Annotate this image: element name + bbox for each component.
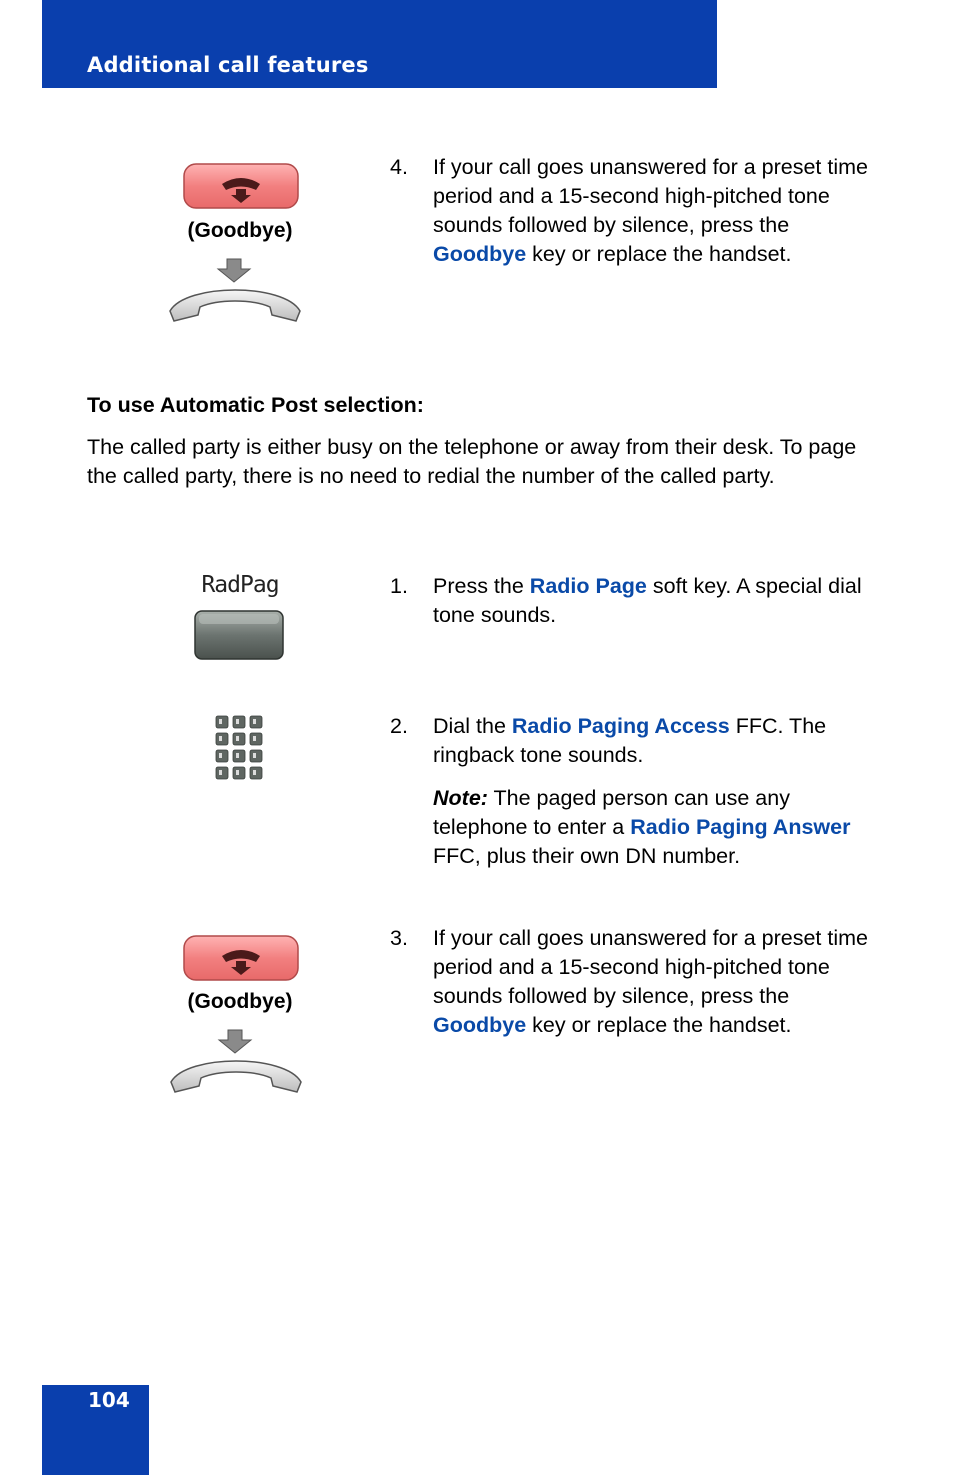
goodbye-key-icon: [182, 934, 300, 984]
goodbye-key-label: (Goodbye): [187, 219, 293, 242]
step-text: If your call goes unanswered for a preset time period and a 15-second high-pitched tone sounds followed by silence, press the Goodbye key or replace the handset.: [433, 155, 868, 266]
goodbye-key-icon: [182, 162, 300, 212]
step-text: Press the Radio Page soft key. A special dial tone sounds.: [433, 574, 862, 627]
step-number: 4.: [390, 155, 408, 179]
radio-paging-answer-name: Radio Paging Answer: [630, 815, 851, 839]
radio-paging-access-name: Radio Paging Access: [511, 714, 730, 738]
section-heading: To use Automatic Post selection:: [87, 393, 424, 417]
page-number: 104: [88, 1388, 130, 1412]
handset-icon: [166, 285, 304, 325]
handset-icon: [167, 1056, 305, 1096]
step-number: 1.: [390, 574, 408, 598]
step-number: 3.: [390, 926, 408, 950]
note-label: Note:: [433, 786, 488, 810]
goodbye-key-label: (Goodbye): [187, 990, 293, 1013]
goodbye-key-name: Goodbye: [433, 242, 527, 266]
step-number: 2.: [390, 714, 408, 738]
goodbye-key-name: Goodbye: [433, 1013, 527, 1037]
note: Note: The paged person can use any telephone to enter a Radio Paging Answer FFC, plus their own DN number.: [433, 786, 851, 868]
soft-key-icon: [193, 609, 285, 661]
section-intro: The called party is either busy on the telephone or away from their desk. To page the called party, there is no need to redial the number of the called party.: [87, 435, 857, 488]
soft-key-label: RadPag: [201, 572, 279, 598]
step-text: If your call goes unanswered for a preset time period and a 15-second high-pitched tone sounds followed by silence, press the Goodbye key or replace the handset.: [433, 926, 868, 1037]
radio-page-key-name: Radio Page: [529, 574, 647, 598]
arrow-down-icon: [216, 258, 252, 284]
dialpad-icon: [214, 714, 264, 782]
step-text: Dial the Radio Paging Access FFC. The ringback tone sounds. Note: The paged person can use any telephone to enter a Radio Paging Answer FFC, plus their own DN number.: [433, 712, 878, 871]
arrow-down-icon: [217, 1029, 253, 1055]
page-header-title: Additional call features: [87, 53, 369, 77]
